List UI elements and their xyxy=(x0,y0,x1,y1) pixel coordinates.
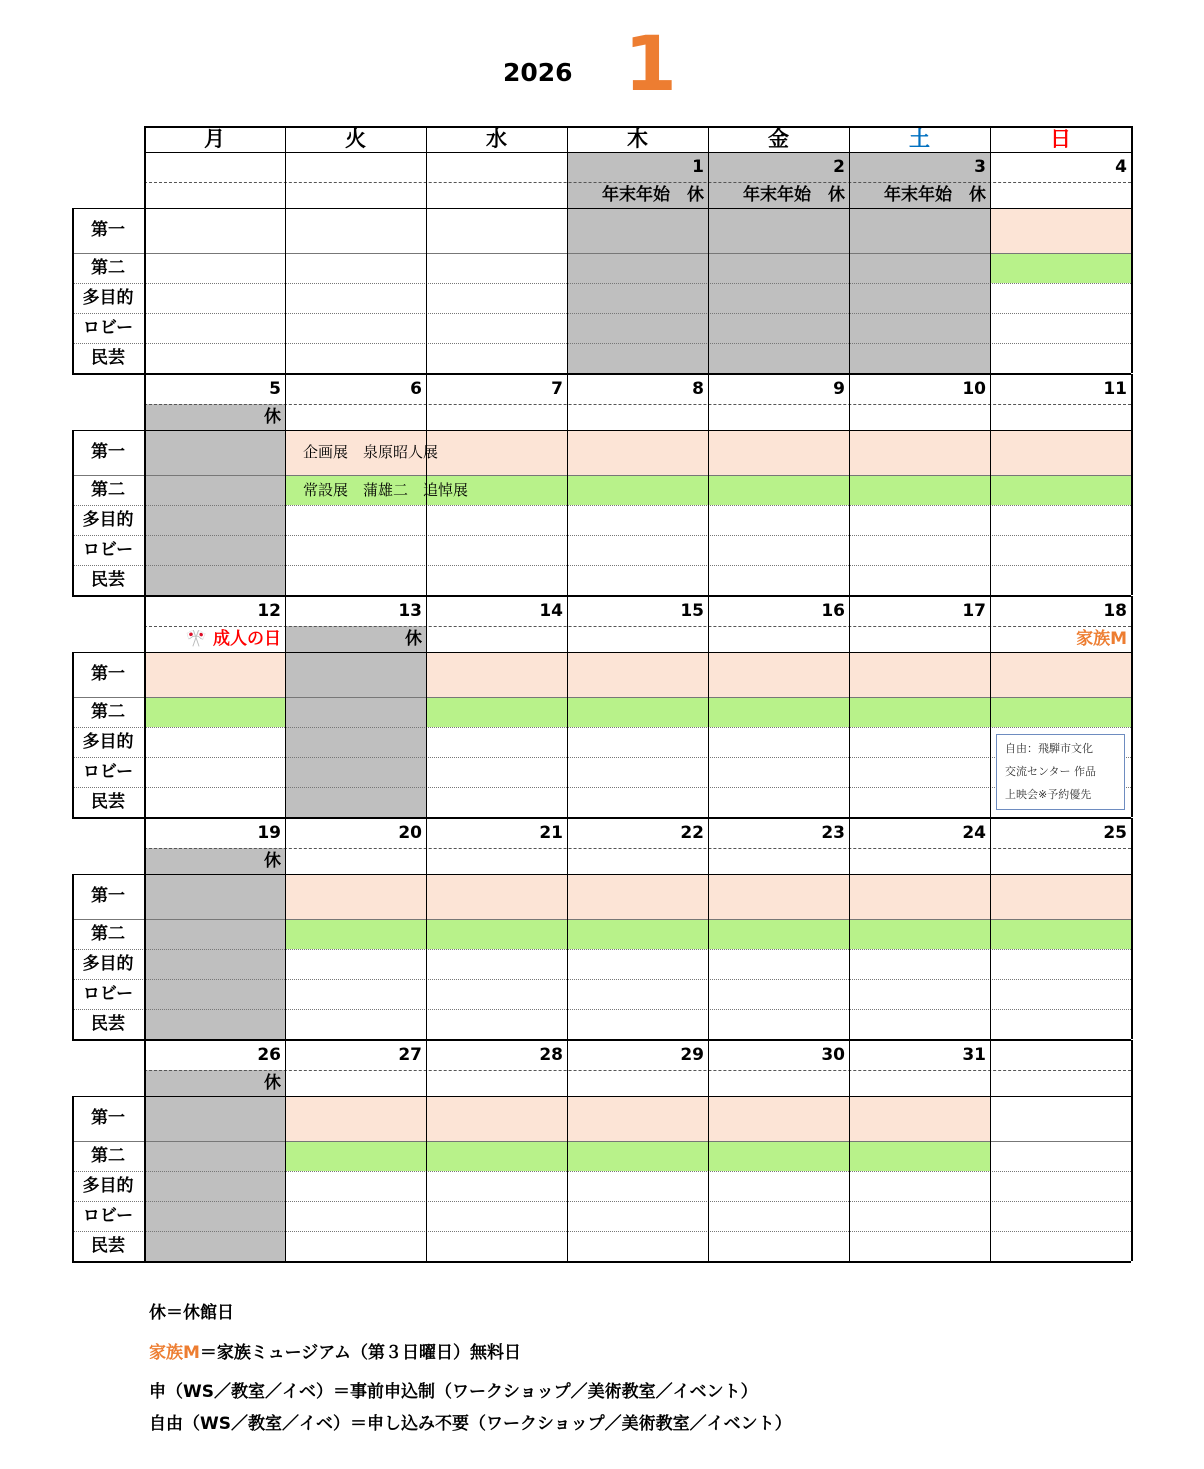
first-room-shade xyxy=(144,652,285,697)
legend-free: 自由（WS／教室／イベ）＝申し込み不要（ワークショップ／美術教室／イベント） xyxy=(149,1414,792,1434)
first-room-shade xyxy=(285,874,426,919)
second-room-shade xyxy=(849,697,990,727)
legend-family-key: 家族M xyxy=(149,1343,200,1363)
date-number: 31 xyxy=(962,1045,986,1065)
closed-day-shade xyxy=(285,626,426,817)
grid-line xyxy=(990,596,991,817)
room-section-top xyxy=(72,208,1131,209)
room-section-top xyxy=(72,1096,1131,1097)
week-bottom-border xyxy=(72,595,1131,597)
room-row-line xyxy=(72,313,1131,314)
room-label: ロビー xyxy=(82,1206,134,1226)
note-line: 自由：飛騨市文化 xyxy=(1005,742,1093,755)
first-room-shade xyxy=(708,1096,849,1141)
room-label: 民芸 xyxy=(91,1014,125,1034)
room-row-line xyxy=(72,505,1131,506)
second-room-shade xyxy=(144,697,285,727)
room-label: 第一 xyxy=(91,220,125,240)
left-border xyxy=(72,1096,74,1261)
first-room-shade xyxy=(990,874,1131,919)
date-number: 2 xyxy=(833,157,845,177)
first-room-shade xyxy=(849,874,990,919)
grid-line xyxy=(285,818,286,1039)
week-bottom-border xyxy=(72,1261,1131,1263)
room-row-line xyxy=(72,1171,1131,1172)
grid-line xyxy=(1131,1040,1133,1261)
second-room-shade xyxy=(708,475,849,505)
grid-line xyxy=(849,596,850,817)
day-note: 年末年始 休 xyxy=(602,185,704,205)
grid-line xyxy=(990,1040,991,1261)
legend-closed: 休＝休館日 xyxy=(149,1303,234,1323)
grid-line xyxy=(990,374,991,595)
grid-line xyxy=(990,152,991,373)
first-room-shade xyxy=(708,430,849,475)
week-bottom-border xyxy=(72,1039,1131,1041)
room-label: 第二 xyxy=(91,258,125,278)
date-number: 12 xyxy=(257,601,281,621)
grid-line xyxy=(990,818,991,1039)
day-note: 🎌 成人の日 xyxy=(185,629,281,649)
first-room-shade xyxy=(285,1096,426,1141)
room-label: ロビー xyxy=(82,318,134,338)
day-note: 休 xyxy=(264,851,281,871)
date-number: 1 xyxy=(692,157,704,177)
closed-day-shade xyxy=(144,404,285,595)
first-room-shade xyxy=(708,874,849,919)
date-number: 7 xyxy=(551,379,563,399)
date-number: 14 xyxy=(539,601,563,621)
grid-line xyxy=(708,1040,709,1261)
room-row-line xyxy=(72,787,1131,788)
grid-line xyxy=(567,818,568,1039)
room-row-line xyxy=(72,1231,1131,1232)
second-room-shade xyxy=(849,475,990,505)
first-room-shade xyxy=(426,874,567,919)
room-label: 多目的 xyxy=(82,510,134,530)
room-row-line xyxy=(72,1201,1131,1202)
date-number: 13 xyxy=(398,601,422,621)
grid-line xyxy=(144,152,146,373)
second-room-shade xyxy=(708,919,849,949)
day-note: 休 xyxy=(264,1073,281,1093)
date-number: 23 xyxy=(821,823,845,843)
room-label: 第一 xyxy=(91,442,125,462)
grid-line xyxy=(1131,152,1133,373)
date-number: 11 xyxy=(1103,379,1127,399)
left-border xyxy=(72,430,74,595)
room-label: ロビー xyxy=(82,540,134,560)
note-line: 交流センター 作品 xyxy=(1005,765,1097,778)
second-room-shade xyxy=(426,919,567,949)
grid-line xyxy=(285,374,286,595)
date-number: 5 xyxy=(269,379,281,399)
room-row-line xyxy=(72,283,1131,284)
calendar-year: 2026 xyxy=(503,58,573,87)
grid-line xyxy=(849,152,850,373)
grid-line xyxy=(426,818,427,1039)
room-label: 多目的 xyxy=(82,288,134,308)
weekday-header: 木 xyxy=(627,127,648,151)
grid-line xyxy=(285,1040,286,1261)
date-number: 27 xyxy=(398,1045,422,1065)
left-border xyxy=(72,874,74,1039)
grid-line xyxy=(708,126,709,152)
second-room-shade xyxy=(567,919,708,949)
grid-line xyxy=(144,818,146,1039)
date-number: 20 xyxy=(398,823,422,843)
room-section-top xyxy=(72,652,1131,653)
weekday-header: 日 xyxy=(1050,127,1071,151)
grid-line xyxy=(1131,374,1133,595)
grid-line xyxy=(426,596,427,817)
room-row-line xyxy=(72,697,1131,698)
weekday-header: 金 xyxy=(768,127,789,151)
room-label: 民芸 xyxy=(91,792,125,812)
room-row-line xyxy=(72,757,1131,758)
legend-family xyxy=(149,1338,521,1363)
second-room-shade xyxy=(426,1141,567,1171)
first-room-shade xyxy=(849,1096,990,1141)
date-number xyxy=(144,154,281,180)
date-number: 26 xyxy=(257,1045,281,1065)
grid-line xyxy=(849,1040,850,1261)
grid-line xyxy=(285,596,286,817)
grid-line xyxy=(1131,818,1133,1039)
left-border xyxy=(72,208,74,373)
room-row-line xyxy=(72,475,1131,476)
weekday-header: 水 xyxy=(486,127,507,151)
exhibition-event: 常設展 蒲雄二 追悼展 xyxy=(303,481,469,499)
grid-line xyxy=(849,126,850,152)
room-label: 民芸 xyxy=(91,1236,125,1256)
first-room-shade xyxy=(567,652,708,697)
room-label: ロビー xyxy=(82,984,134,1004)
dotted-row-line xyxy=(144,626,1131,627)
second-room-shade xyxy=(708,1141,849,1171)
date-number: 6 xyxy=(410,379,422,399)
grid-line xyxy=(285,152,286,373)
room-row-line xyxy=(72,919,1131,920)
grid-line xyxy=(426,1040,427,1261)
left-border xyxy=(72,652,74,817)
day-note: 家族M xyxy=(1076,629,1127,649)
legend-family-text: ＝家族ミュージアム（第３日曜日）無料日 xyxy=(199,1343,522,1363)
room-label: 第一 xyxy=(91,664,125,684)
first-room-shade xyxy=(990,208,1131,253)
weekday-header: 土 xyxy=(909,127,930,151)
second-room-shade xyxy=(567,697,708,727)
first-room-shade xyxy=(849,652,990,697)
second-room-shade xyxy=(990,919,1131,949)
day-note: 休 xyxy=(405,629,422,649)
date-number xyxy=(285,154,422,180)
date-number: 29 xyxy=(680,1045,704,1065)
closed-day-shade xyxy=(144,848,285,1039)
date-number xyxy=(990,1042,1127,1068)
room-label: 第一 xyxy=(91,1108,125,1128)
header-top-border xyxy=(144,126,1131,128)
closed-day-shade xyxy=(144,1070,285,1261)
date-number xyxy=(426,154,563,180)
grid-line xyxy=(426,374,427,595)
room-row-line xyxy=(72,253,1131,254)
room-label: 多目的 xyxy=(82,732,134,752)
date-number: 3 xyxy=(974,157,986,177)
date-number: 10 xyxy=(962,379,986,399)
grid-line xyxy=(1131,596,1133,817)
date-number: 18 xyxy=(1103,601,1127,621)
second-room-shade xyxy=(990,253,1131,283)
room-label: 第一 xyxy=(91,886,125,906)
room-row-line xyxy=(72,979,1131,980)
grid-line xyxy=(144,374,146,595)
grid-line xyxy=(567,596,568,817)
date-number: 28 xyxy=(539,1045,563,1065)
week-bottom-border xyxy=(72,817,1131,819)
first-room-shade xyxy=(426,652,567,697)
grid-line xyxy=(708,818,709,1039)
dotted-row-line xyxy=(144,182,1131,183)
first-room-shade xyxy=(708,652,849,697)
second-room-shade xyxy=(990,475,1131,505)
grid-line xyxy=(144,126,146,152)
first-room-shade xyxy=(567,874,708,919)
room-row-line xyxy=(72,535,1131,536)
grid-line xyxy=(1131,126,1133,152)
room-section-top xyxy=(72,430,1131,431)
first-room-shade xyxy=(426,1096,567,1141)
second-room-shade xyxy=(285,919,426,949)
legend-apply: 申（WS／教室／イベ）＝事前申込制（ワークショップ／美術教室／イベント） xyxy=(149,1382,758,1402)
date-number: 16 xyxy=(821,601,845,621)
date-number: 19 xyxy=(257,823,281,843)
second-room-shade xyxy=(849,1141,990,1171)
dotted-row-line xyxy=(144,1070,1131,1071)
grid-line xyxy=(849,818,850,1039)
day-note: 年末年始 休 xyxy=(743,185,845,205)
exhibition-event: 企画展 泉原昭人展 xyxy=(303,443,439,461)
room-label: 多目的 xyxy=(82,1176,134,1196)
date-number: 22 xyxy=(680,823,704,843)
grid-line xyxy=(426,126,427,152)
second-room-shade xyxy=(426,697,567,727)
room-label: 民芸 xyxy=(91,348,125,368)
date-number: 25 xyxy=(1103,823,1127,843)
grid-line xyxy=(144,1040,146,1261)
grid-line xyxy=(144,596,146,817)
room-row-line xyxy=(72,343,1131,344)
second-room-shade xyxy=(567,1141,708,1171)
date-number: 24 xyxy=(962,823,986,843)
room-row-line xyxy=(72,565,1131,566)
weekday-header: 火 xyxy=(345,127,366,151)
room-row-line xyxy=(72,1141,1131,1142)
day-note: 休 xyxy=(264,407,281,427)
room-label: 民芸 xyxy=(91,570,125,590)
grid-line xyxy=(708,152,709,373)
room-section-top xyxy=(72,874,1131,875)
date-number: 17 xyxy=(962,601,986,621)
second-room-shade xyxy=(285,1141,426,1171)
grid-line xyxy=(990,126,991,152)
room-row-line xyxy=(72,727,1131,728)
grid-line xyxy=(849,374,850,595)
second-room-shade xyxy=(849,919,990,949)
dotted-row-line xyxy=(144,848,1131,849)
grid-line xyxy=(567,152,568,373)
room-row-line xyxy=(72,1009,1131,1010)
room-label: 第二 xyxy=(91,1146,125,1166)
grid-line xyxy=(426,152,427,373)
week-bottom-border xyxy=(72,373,1131,375)
date-number: 9 xyxy=(833,379,845,399)
room-label: 第二 xyxy=(91,702,125,722)
event-note-box[interactable] xyxy=(996,734,1125,810)
weekday-header: 月 xyxy=(204,127,225,151)
second-room-shade xyxy=(708,697,849,727)
grid-line xyxy=(567,374,568,595)
first-room-shade xyxy=(990,652,1131,697)
first-room-shade xyxy=(990,430,1131,475)
room-label: 第二 xyxy=(91,924,125,944)
date-number: 30 xyxy=(821,1045,845,1065)
grid-line xyxy=(567,126,568,152)
day-note: 年末年始 休 xyxy=(884,185,986,205)
header-bottom-border xyxy=(144,152,1131,153)
room-label: 多目的 xyxy=(82,954,134,974)
grid-line xyxy=(708,596,709,817)
date-number: 4 xyxy=(1115,157,1127,177)
first-room-shade xyxy=(567,1096,708,1141)
room-label: ロビー xyxy=(82,762,134,782)
grid-line xyxy=(708,374,709,595)
date-number: 21 xyxy=(539,823,563,843)
room-label: 第二 xyxy=(91,480,125,500)
calendar-month: 1 xyxy=(624,19,677,108)
room-row-line xyxy=(72,949,1131,950)
grid-line xyxy=(567,1040,568,1261)
note-line: 上映会※予約優先 xyxy=(1005,788,1092,801)
date-number: 15 xyxy=(680,601,704,621)
grid-line xyxy=(285,126,286,152)
second-room-shade xyxy=(990,697,1131,727)
first-room-shade xyxy=(849,430,990,475)
dotted-row-line xyxy=(144,404,1131,405)
date-number: 8 xyxy=(692,379,704,399)
